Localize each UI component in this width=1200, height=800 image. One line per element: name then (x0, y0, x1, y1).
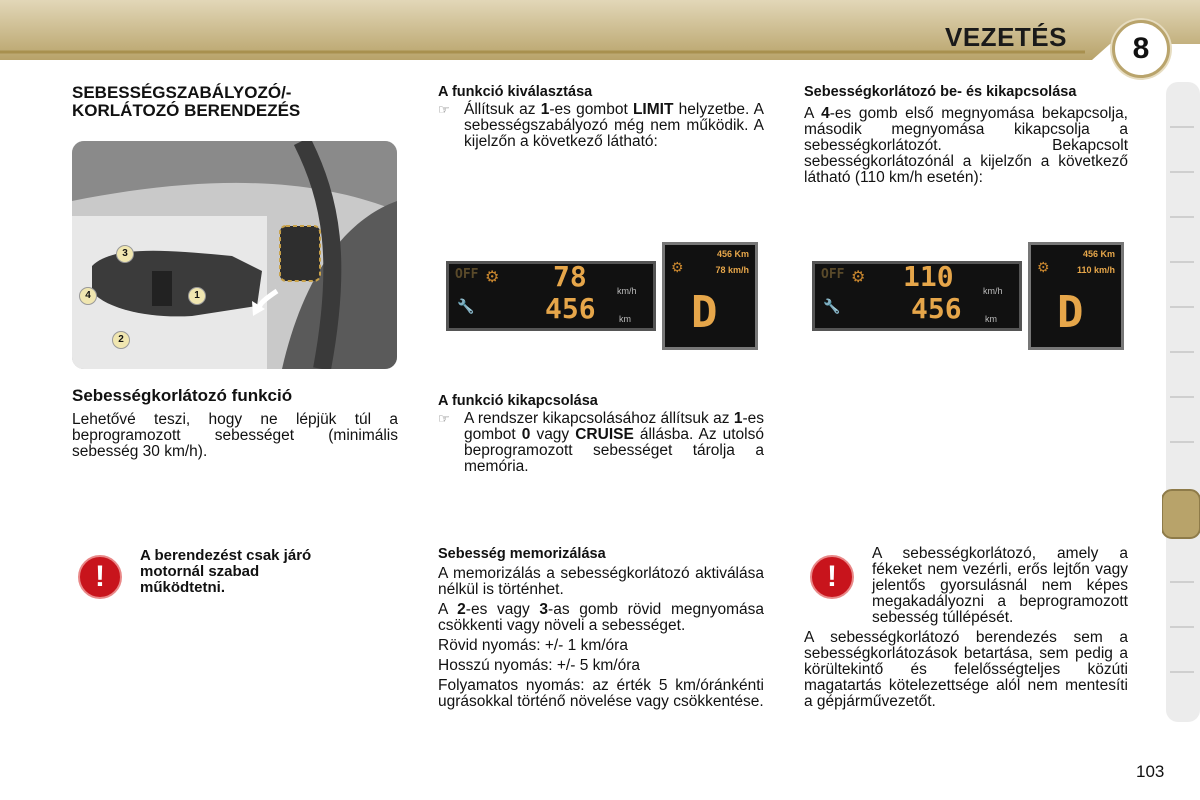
function-off-title: A funkció kikapcsolása (438, 393, 598, 409)
dashboard-display-limit-on: OFF ⚙ 110 km/h 🔧 456 km (812, 261, 1022, 331)
wrench-icon: 🔧 (457, 298, 475, 314)
dashboard-display-small-1: 456 Km 78 km/h ⚙ D (662, 242, 758, 350)
speed-memorize-section (438, 546, 764, 714)
dashboard-display-limit-off: OFF ⚙ 78 km/h 🔧 456 km (446, 261, 656, 331)
function-select-section (438, 84, 764, 150)
section-title-line2: KORLÁTOZÓ BERENDEZÉS (72, 101, 301, 120)
function-off-section (438, 393, 764, 475)
speed-limiter-section (72, 388, 398, 464)
callout-3: 3 (116, 245, 134, 263)
limiter-onoff-title: Sebességkorlátozó be- és kikapcsolása (804, 84, 1077, 100)
pointing-hand-icon: ☞ (438, 102, 450, 117)
speed-limiter-text: Lehetővé teszi, hogy ne lépjük túl a beprogramozott sebességet (minimális sebesség 30 km/h). (72, 411, 398, 460)
function-select-title: A funkció kiválasztása (438, 84, 593, 100)
memorize-paragraph-1: A memorizálás a sebességkorlátozó aktiválása nélkül is történhet. (438, 565, 764, 598)
column-1 (72, 84, 398, 120)
limiter-warning-paragraph-1: A sebességkorlátozó, amely a fékeket nem vezérli, erős lejtőn vagy jelentős gyorsulásnál nem képes megakadályozni a beprogramozott sebesség túllépését. (872, 545, 1128, 626)
memorize-paragraph-2: A 2-es vagy 3-as gomb rövid megnyomása csökkenti vagy növeli a sebességet. (438, 601, 764, 634)
limiter-onoff-section (804, 84, 1128, 190)
limiter-warning-section (804, 546, 1128, 714)
callout-4: 4 (79, 287, 97, 305)
limiter-icon: ⚙ (1037, 259, 1050, 275)
chapter-title: VEZETÉS (945, 22, 1067, 52)
function-off-text: A rendszer kikapcsolásához állítsuk az 1-es gombot 0 vagy CRUISE állásba. Az utolsó beprogramozott sebességet tárolja a memória. (464, 410, 764, 475)
callout-2: 2 (112, 331, 130, 349)
dashboard-display-small-2: 456 Km 110 km/h ⚙ D (1028, 242, 1124, 350)
wrench-icon: 🔧 (823, 298, 841, 314)
warning-icon: ! (78, 555, 122, 599)
chapter-number-badge: 8 (1112, 20, 1170, 78)
warning-engine-running (140, 548, 340, 600)
limiter-icon: ⚙ (851, 269, 866, 286)
section-title-line1: SEBESSÉGSZABÁLYOZÓ/- (72, 83, 292, 102)
memorize-long-press: Hosszú nyomás: +/- 5 km/óra (438, 657, 640, 674)
limiter-icon: ⚙ (671, 259, 684, 275)
stalk-control-photo (72, 141, 397, 369)
warning-icon: ! (810, 555, 854, 599)
memorize-continuous-press: Folyamatos nyomás: az érték 5 km/óránkénti ugrásokkal történő növelése vagy csökkentése. (438, 677, 764, 710)
limiter-warning-paragraph-2: A sebességkorlátozó berendezés sem a sebességkorlátozások betartása, sem pedig a körültekintő és felelősségteljes közúti magatartás kötelezettsége alól nem mentesíti a gépjárművezetőt. (804, 629, 1128, 710)
function-off-bullet (438, 411, 764, 475)
callout-1: 1 (188, 287, 206, 305)
limiter-icon: ⚙ (485, 269, 500, 286)
page-number: 103 (1136, 762, 1165, 781)
warning-engine-text: A berendezést csak járó motornál szabad működtetni. (140, 547, 312, 596)
speed-memorize-title: Sebesség memorizálása (438, 546, 606, 562)
function-select-text: Állítsuk az 1-es gombot LIMIT helyzetbe. A sebességszabályozó még nem működik. A kijelzőn a következő látható: (464, 101, 764, 150)
chapter-side-tabs (1162, 82, 1200, 722)
function-select-bullet (438, 102, 764, 150)
pointing-hand-icon: ☞ (438, 411, 450, 426)
memorize-short-press: Rövid nyomás: +/- 1 km/óra (438, 637, 628, 654)
limiter-onoff-text: A 4-es gomb első megnyomása bekapcsolja, második megnyomása kikapcsolja a sebességkorlátozót. Bekapcsolt sebességkorlátozónál a kijelzőn a következő látható (110 km/h esetén): (804, 105, 1128, 186)
speed-limiter-subtitle: Sebességkorlátozó funkció (72, 386, 293, 405)
